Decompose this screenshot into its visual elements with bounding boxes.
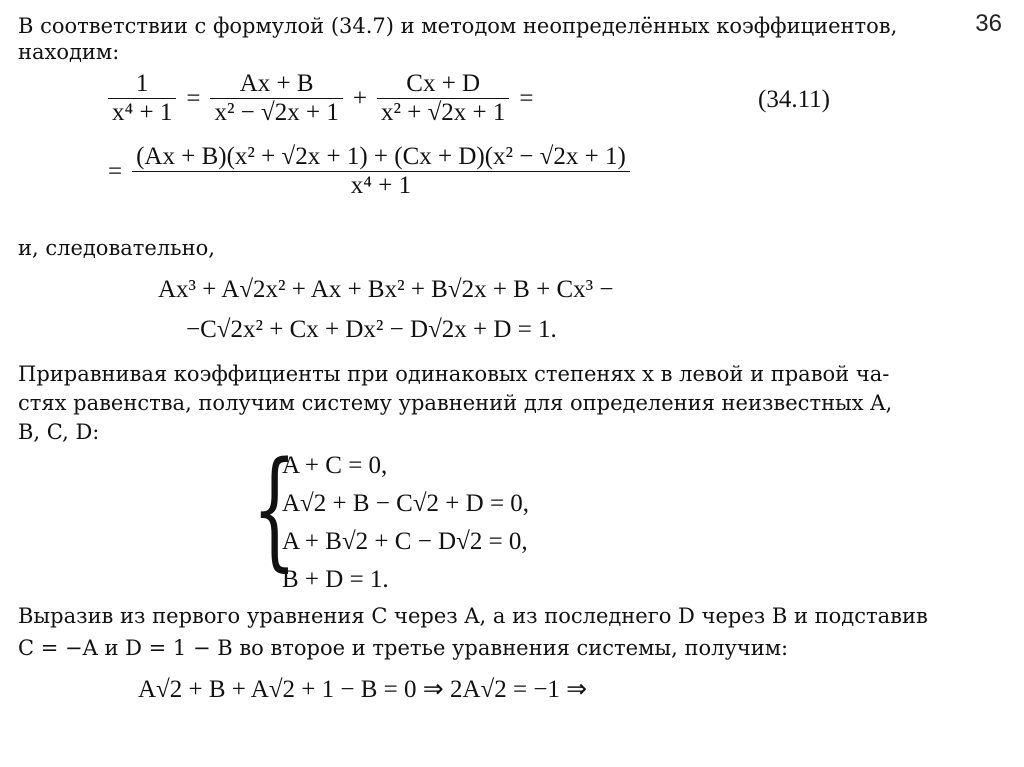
- system-brace: {: [252, 435, 297, 584]
- fraction-numerator: 1: [108, 70, 176, 99]
- equals-sign: =: [186, 84, 201, 112]
- fraction-combined: [132, 143, 630, 200]
- paragraph-4-line-2: C = −A и D = 1 − B во второе и третье уравнения системы, получим:: [18, 636, 789, 660]
- final-equation: A√2 + B + A√2 + 1 − B = 0 ⇒ 2A√2 = −1 ⇒: [138, 676, 588, 703]
- fraction-denominator: x⁴ + 1: [112, 99, 173, 126]
- expanded-equation-line-2: −C√2x² + Cx + Dx² − D√2x + D = 1.: [186, 316, 557, 343]
- equals-sign: =: [519, 84, 534, 112]
- page-number: 36: [975, 10, 1002, 37]
- equation-34-11: [108, 70, 544, 127]
- fraction-denominator: x² − √2x + 1: [214, 99, 339, 126]
- fraction-2: [377, 70, 509, 127]
- paragraph-1-line-2: находим:: [18, 40, 120, 64]
- paragraph-3-line-3: B, C, D:: [18, 420, 100, 444]
- system-equation-2: A√2 + B − C√2 + D = 0,: [282, 490, 530, 517]
- fraction-numerator: (Ax + B)(x² + √2x + 1) + (Cx + D)(x² − √2x + 1): [132, 143, 630, 172]
- paragraph-3-line-1: Приравнивая коэффициенты при одинаковых степенях x в левой и правой ча-: [18, 362, 890, 386]
- system-equation-1: A + C = 0,: [282, 452, 388, 479]
- equation-combined: [108, 143, 630, 200]
- system-equation-4: B + D = 1.: [282, 566, 389, 593]
- fraction-numerator: Cx + D: [377, 70, 509, 99]
- expanded-equation-line-1: Ax³ + A√2x² + Ax + Bx² + B√2x + B + Cx³ −: [158, 276, 614, 303]
- text-consequently: и, следовательно,: [18, 236, 215, 260]
- fraction-denominator: x⁴ + 1: [350, 172, 412, 199]
- fraction-1: [210, 70, 342, 127]
- paragraph-3-line-2: стях равенства, получим систему уравнений для определения неизвестных A,: [18, 391, 893, 415]
- plus-sign: +: [352, 84, 367, 112]
- fraction-numerator: Ax + B: [210, 70, 342, 99]
- paragraph-4-line-1: Выразив из первого уравнения C через A, а из последнего D через B и подставив: [18, 604, 928, 628]
- paragraph-1-line-1: В соответствии с формулой (34.7) и методом неопределённых коэффициентов,: [18, 14, 898, 38]
- fraction-denominator: x² + √2x + 1: [380, 99, 506, 126]
- fraction-lhs: [108, 70, 176, 127]
- system-equation-3: A + B√2 + C − D√2 = 0,: [282, 528, 528, 555]
- equals-sign: =: [108, 157, 123, 185]
- equation-tag: (34.11): [758, 86, 830, 113]
